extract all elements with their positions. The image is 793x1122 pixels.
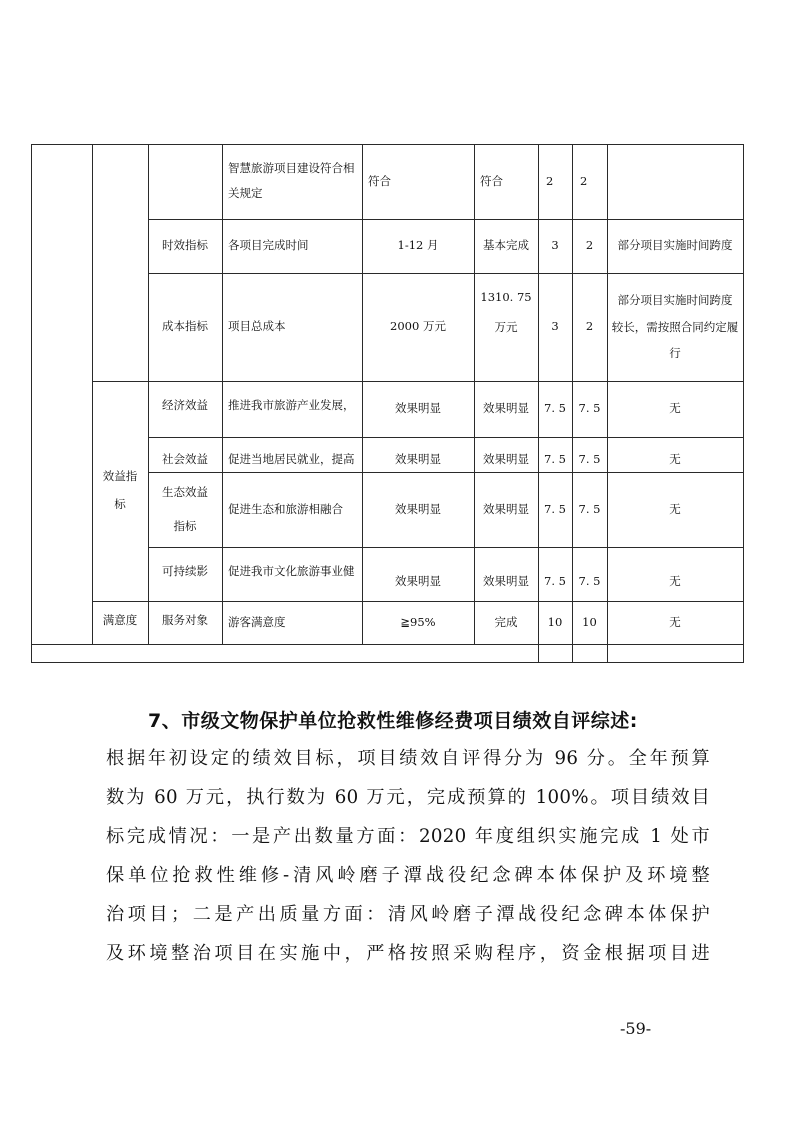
table-cell-actual: 效果明显 — [483, 501, 529, 516]
table-cell-category: 时效指标 — [162, 238, 208, 253]
paragraph-line: 根据年初设定的绩效目标，项目绩效自评得分为 96 分。全年预算 — [106, 748, 710, 769]
table-rule — [31, 644, 744, 645]
table-cell-score: 7. 5 — [578, 401, 601, 416]
table-cell-indicator: 推进我市旅游产业发展， — [228, 398, 355, 412]
table-cell-category: 成本指标 — [162, 319, 208, 334]
table-cell-note: 部分项目实施时间跨度 较长，需按照合同约定履 行 — [611, 293, 739, 361]
table-cell-actual: 符合 — [480, 173, 503, 188]
table-cell-actual: 效果明显 — [483, 401, 529, 416]
table-cell-category: 经济效益 — [162, 398, 208, 412]
table-cell-indicator: 促进我市文化旅游事业健 — [228, 564, 355, 578]
table-cell-actual: 基本完成 — [483, 238, 529, 253]
paragraph-line: 治项目；二是产出质量方面：清风岭磨子潭战役纪念碑本体保护 — [106, 904, 710, 925]
table-cell-weight: 7. 5 — [544, 501, 566, 516]
table-cell-target: 效果明显 — [395, 574, 441, 589]
table-cell-score: 7. 5 — [578, 501, 601, 516]
table-cell-note: 无 — [669, 452, 681, 467]
paragraph-line: 标完成情况：一是产出数量方面：2020 年度组织实施完成 1 处市 — [106, 826, 710, 847]
section-heading: 7、市级文物保护单位抢救性维修经费项目绩效自评综述: — [148, 710, 638, 732]
table-cell-weight: 7. 5 — [544, 574, 566, 589]
paragraph-line: 数为 60 万元，执行数为 60 万元，完成预算的 100%。项目绩效目 — [106, 787, 710, 808]
table-cell-note: 无 — [669, 574, 681, 589]
table-cell-indicator: 项目总成本 — [228, 319, 286, 334]
table-cell-weight: 7. 5 — [544, 401, 566, 416]
table-cell-score: 7. 5 — [578, 574, 601, 589]
table-cell-target: 2000 万元 — [390, 319, 446, 334]
paragraph-line: 保单位抢救性维修-清风岭磨子潭战役纪念碑本体保护及环境整 — [106, 865, 710, 886]
table-cell-indicator: 促进生态和旅游相融合 — [228, 501, 343, 516]
table-cell-category: 生态效益 指标 — [162, 485, 208, 533]
table-cell-score: 10 — [582, 614, 597, 629]
table-cell-target: 效果明显 — [395, 501, 441, 516]
table-cell-actual: 1310. 75 万元 — [480, 290, 532, 334]
table-cell-score: 2 — [585, 319, 594, 334]
table-cell-actual: 效果明显 — [483, 574, 529, 589]
table-cell-actual: 完成 — [494, 614, 518, 629]
table-cell-target: 1-12 月 — [397, 238, 439, 253]
table-cell-weight: 3 — [551, 238, 559, 253]
table-cell-weight: 10 — [547, 614, 563, 629]
table-cell-category: 服务对象 — [162, 613, 208, 627]
table-cell-category: 可持续影 — [162, 564, 208, 578]
table-cell-note: 无 — [669, 614, 681, 629]
table-cell-target: 效果明显 — [395, 452, 441, 467]
table-cell-group: 效益指 标 — [102, 469, 138, 511]
table-rule — [743, 144, 744, 663]
table-cell-indicator: 各项目完成时间 — [228, 238, 309, 253]
table-rule — [31, 144, 32, 663]
table-cell-target: 符合 — [368, 173, 391, 188]
table-cell-score: 7. 5 — [578, 452, 601, 467]
table-cell-target: 效果明显 — [395, 401, 441, 416]
table-cell-indicator: 游客满意度 — [228, 614, 286, 629]
table-cell-weight: 2 — [546, 173, 554, 188]
table-cell-score: 2 — [580, 173, 588, 188]
table-cell-category: 社会效益 — [162, 452, 208, 467]
page-number: -59- — [620, 1019, 652, 1038]
table-cell-note: 无 — [669, 401, 681, 416]
table-cell-group: 满意度 — [102, 613, 138, 627]
table-cell-indicator: 智慧旅游项目建设符合相 关规定 — [228, 161, 355, 201]
table-cell-score: 2 — [585, 238, 594, 253]
table-cell-indicator: 促进当地居民就业，提高 — [228, 452, 355, 467]
table-cell-target: ≧95% — [400, 614, 436, 629]
table-cell-weight: 3 — [551, 319, 559, 334]
table-cell-note: 无 — [669, 501, 681, 516]
paragraph-line: 及环境整治项目在实施中，严格按照采购程序，资金根据项目进 — [106, 943, 710, 964]
table-cell-weight: 7. 5 — [544, 452, 566, 467]
table-cell-actual: 效果明显 — [483, 452, 529, 467]
table-rule — [31, 662, 744, 663]
table-cell-note: 部分项目实施时间跨度 — [617, 238, 733, 253]
